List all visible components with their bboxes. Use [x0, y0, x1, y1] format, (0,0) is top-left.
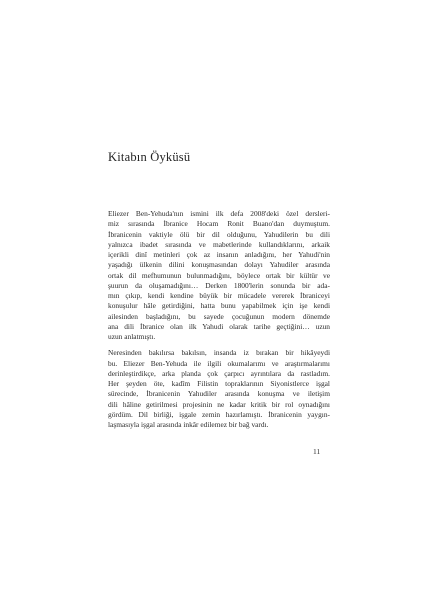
text-line: mın çıkıp, kendi kendine büyük bir mücadele vererek İbraniceyi	[108, 291, 330, 300]
text-line: dili hâline getirilmesi projesinin ne kadar kritik bir rol oynadığını	[108, 399, 330, 409]
text-line: derinleştirdikçe, arka planda çok çarpıcı ayrıntılara da rastladım.	[108, 368, 330, 378]
chapter-title: Kitabın Öyküsü	[108, 150, 191, 164]
text-line: içerikli dinî metinleri çok az insanın anladığını, her Yahudi'nin	[108, 250, 330, 259]
text-line: sürecinde, İbranicenin Yahudiler arasında konuşma ve iletişim	[108, 389, 330, 399]
paragraph	[108, 348, 330, 430]
text-line: uzun anlatmıştı.	[108, 332, 156, 341]
text-line: miz sırasında İbranice Hocam Ronit Buano'dan duymuştum.	[108, 219, 330, 229]
text-line: yaşadığı ülkenin dilini konuşmasından dolayı Yahudiler arasında	[108, 260, 330, 270]
text-line: ailesinden başladığını, bu sayede çocuğunun modern dönemde	[108, 311, 330, 321]
page-number: 11	[313, 447, 321, 456]
text-line: İbranicenin vaktiyle ölü bir dil olduğunu, Yahudilerin bu dili	[108, 229, 330, 239]
text-line: gördüm. Dil birliği, işgale zemin hazırlamıştı. İbranicenin yaygın-	[108, 409, 330, 419]
text-line: ortak dil mefhumunun bulunmadığını, böylece ortak bir kültür ve	[108, 270, 330, 280]
text-line: ana dili İbranice olan ilk Yahudi olarak tarihe geçtiğini… uzun	[108, 321, 330, 331]
text-line: laşmasıyla işgal arasında inkâr edilemez bir bağ vardı.	[108, 420, 269, 429]
text-line: Her şeyden öte, kadîm Filistin topraklarının Siyonistlerce işgal	[108, 379, 330, 388]
text-line: Eliezer Ben-Yehuda'nın ismini ilk defa 2008'deki özel dersleri-	[108, 209, 330, 218]
text-line: şuurun da oluşamadığını… Derken 1800'lerin sonunda bir ada-	[108, 280, 330, 290]
text-line: bu. Eliezer Ben-Yehuda ile ilgili okumalarımı ve araştırmalarımı	[108, 358, 330, 368]
paragraph	[108, 209, 330, 342]
body-text	[108, 209, 330, 430]
text-line: yalnızca ibadet sırasında ve mabetlerinde kullandıklarını, arkaik	[108, 239, 330, 249]
text-line: konuşulur hâle getirdiğini, hatta bunu yapabilmek için işe kendi	[108, 301, 330, 311]
text-line: Neresinden bakılırsa bakılsın, insanda iz bırakan bir hikâyeydi	[108, 348, 330, 358]
